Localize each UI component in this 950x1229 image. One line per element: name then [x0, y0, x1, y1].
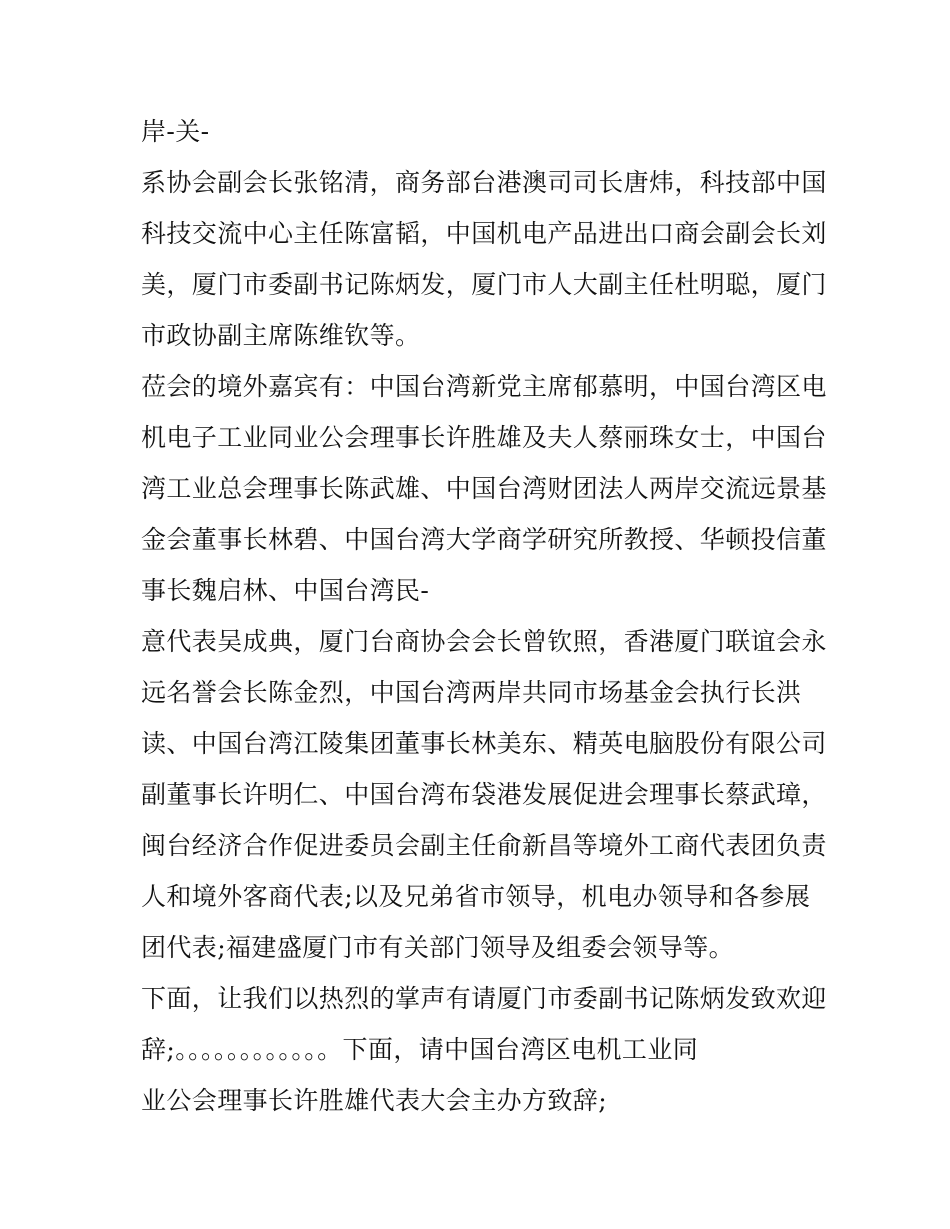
text-line: 业公会理事长许胜雄代表大会主办方致辞; [141, 1086, 608, 1115]
text-line: 读、中国台湾江陵集团董事长林美东、精英电脑股份有限公司 [141, 729, 827, 758]
text-line: 湾工业总会理事长陈武雄、中国台湾财团法人两岸交流远景基 [141, 474, 827, 503]
document-body [141, 106, 827, 1126]
text-line: 副董事长许明仁、中国台湾布袋港发展促进会理事长蔡武璋， [141, 780, 827, 809]
text-line: 市政协副主席陈维钦等。 [141, 321, 421, 350]
text-line: 莅会的境外嘉宾有：中国台湾新党主席郁慕明，中国台湾区电 [141, 372, 827, 401]
text-line: 团代表;福建盛厦门市有关部门领导及组委会领导等。 [141, 933, 735, 962]
text-line: 岸-关- [141, 117, 210, 146]
text-line: 金会董事长林碧、中国台湾大学商学研究所教授、华顿投信董 [141, 525, 827, 554]
text-line: 人和境外客商代表;以及兄弟省市领导，机电办领导和各参展 [141, 882, 811, 911]
text-line: 科技交流中心主任陈富韬，中国机电产品进出口商会副会长刘 [141, 219, 827, 248]
text-line: 闽台经济合作促进委员会副主任俞新昌等境外工商代表团负责 [141, 831, 827, 860]
text-line: 下面，让我们以热烈的掌声有请厦门市委副书记陈炳发致欢迎 [141, 984, 827, 1013]
text-line: 意代表吴成典，厦门台商协会会长曾钦照，香港厦门联谊会永 [141, 627, 827, 656]
text-line: 辞;。。。。。。。。。。。。下面，请中国台湾区电机工业同 [141, 1035, 699, 1064]
text-line: 系协会副会长张铭清，商务部台港澳司司长唐炜，科技部中国 [141, 168, 827, 197]
text-line: 事长魏启林、中国台湾民- [141, 576, 430, 605]
text-line: 美，厦门市委副书记陈炳发，厦门市人大副主任杜明聪，厦门 [141, 270, 827, 299]
text-line: 远名誉会长陈金烈，中国台湾两岸共同市场基金会执行长洪 [141, 678, 802, 707]
text-line: 机电子工业同业公会理事长许胜雄及夫人蔡丽珠女士，中国台 [141, 423, 827, 452]
